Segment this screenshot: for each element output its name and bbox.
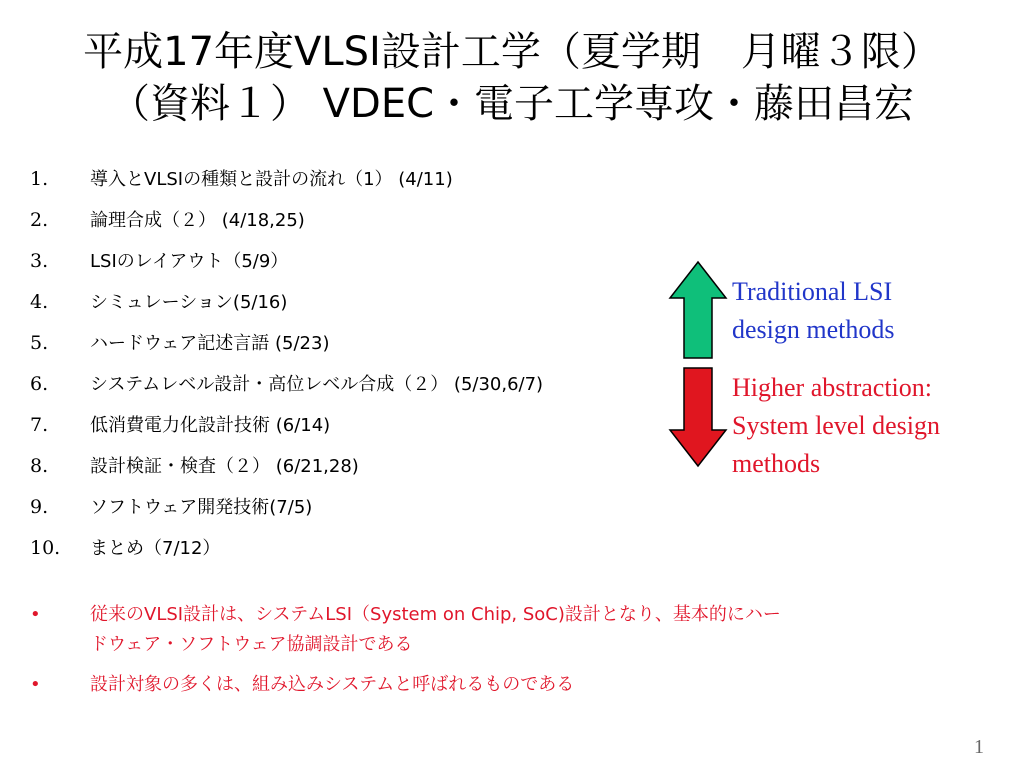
summary-bullets xyxy=(30,600,1020,710)
abstraction-arrows xyxy=(668,260,728,470)
agenda-item xyxy=(30,247,543,288)
bullet-item xyxy=(30,670,1020,700)
agenda-item-text: LSIのレイアウト（5/9） xyxy=(90,251,289,272)
system-label-line-2: System level design xyxy=(732,411,940,440)
system-level-methods-label xyxy=(732,369,940,483)
agenda-item-text: 導入とVLSIの種類と設計の流れ（1） (4/11) xyxy=(90,169,453,190)
bullet-text-line: 設計対象の多くは、組み込みシステムと呼ばれるものである xyxy=(90,674,575,695)
agenda-item-text: 低消費電力化設計技術 (6/14) xyxy=(90,415,331,436)
agenda-item xyxy=(30,329,543,370)
traditional-label-line-1: Traditional LSI xyxy=(732,277,893,306)
bullet-text-line: ドウェア・ソフトウェア協調設計である xyxy=(90,634,413,655)
agenda-item-text: ソフトウェア開発技術(7/5) xyxy=(90,497,313,518)
agenda-item-number: 1. xyxy=(30,168,49,190)
agenda-item-number: 5. xyxy=(30,332,49,354)
agenda-item xyxy=(30,165,543,206)
agenda-item-text: 設計検証・検査（２） (6/21,28) xyxy=(90,456,359,477)
bullet-text-line: 従来のVLSI設計は、システムLSI（System on Chip, SoC)設計となり、基本的にハー xyxy=(90,604,781,625)
title-line-1: 平成17年度VLSI設計工学（夏学期 月曜３限） xyxy=(83,29,941,75)
agenda-item-number: 6. xyxy=(30,373,49,395)
agenda-item-text: システムレベル設計・高位レベル合成（２） (5/30,6/7) xyxy=(90,374,544,395)
bullet-marker: • xyxy=(30,604,41,625)
bullet-item xyxy=(30,600,1020,660)
agenda-item-number: 7. xyxy=(30,414,49,436)
agenda-item-number: 8. xyxy=(30,455,49,477)
traditional-label-line-2: design methods xyxy=(732,315,895,344)
title-line-2: （資料１） VDEC・電子工学専攻・藤田昌宏 xyxy=(109,81,915,127)
agenda-item xyxy=(30,370,543,411)
agenda-item xyxy=(30,452,543,493)
agenda-item-text: 論理合成（２） (4/18,25) xyxy=(90,210,305,231)
system-label-line-1: Higher abstraction: xyxy=(732,373,932,402)
slide-title xyxy=(0,26,1024,130)
bullet-text xyxy=(90,670,1010,700)
agenda-item xyxy=(30,206,543,247)
bullet-text xyxy=(90,600,1010,660)
agenda-item xyxy=(30,534,543,575)
agenda-list xyxy=(30,165,543,575)
agenda-item-text: ハードウェア記述言語 (5/23) xyxy=(90,333,330,354)
arrow-down-icon xyxy=(670,368,726,466)
agenda-item xyxy=(30,411,543,452)
bullet-marker: • xyxy=(30,674,41,695)
agenda-item-number: 10. xyxy=(30,537,61,559)
agenda-item xyxy=(30,288,543,329)
traditional-methods-label xyxy=(732,273,895,349)
agenda-item-number: 4. xyxy=(30,291,49,313)
agenda-item-number: 3. xyxy=(30,250,49,272)
agenda-item xyxy=(30,493,543,534)
agenda-item-number: 9. xyxy=(30,496,49,518)
agenda-item-number: 2. xyxy=(30,209,49,231)
agenda-item-text: まとめ（7/12） xyxy=(90,538,221,559)
agenda-item-text: シミュレーション(5/16) xyxy=(90,292,288,313)
arrow-up-icon xyxy=(670,262,726,358)
page-number: 1 xyxy=(974,736,984,758)
system-label-line-3: methods xyxy=(732,449,821,478)
